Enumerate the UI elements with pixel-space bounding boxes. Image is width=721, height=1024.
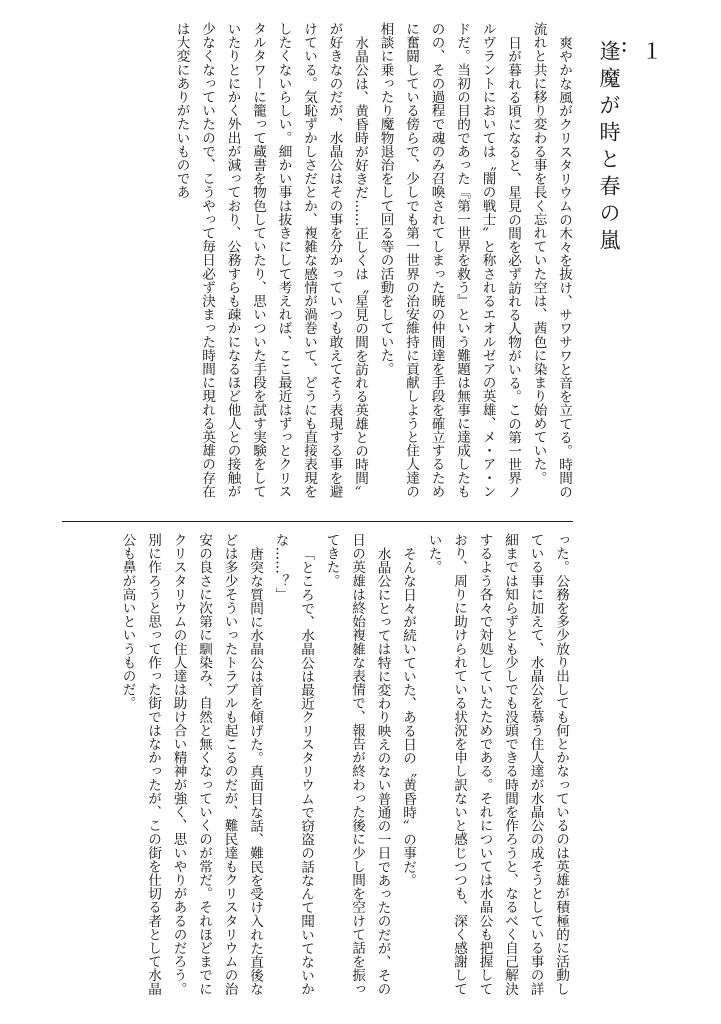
chapter-separator: ‥ [618, 40, 642, 61]
chapter-title: 逢魔が時と春の嵐 [597, 40, 621, 256]
chapter-heading [598, 40, 661, 256]
chapter-number: １ [639, 40, 663, 67]
section-divider [62, 521, 573, 522]
lower-text-block [68, 533, 573, 1008]
paragraph: 爽やかな風がクリスタリウムの木々を抜け、サワサワと音を立てる。時間の流れと共に移り変わる事を長く忘れていた空は、茜色に染まり始めていた。 [530, 22, 572, 498]
paragraph: った。公務を多少放り出しても何とかなっているのは英雄が積極的に活動している事に加えて、水晶公を慕う住人達が水晶公の成そうとしている事の詳細までは知らずとも少しでも没頭できる時間を作ろうと、なるべく自己解決するよう各々で対処していたためである。それについては水晶公も把握しており、周りに助けられている状況を申し訳ないと感じつつも、深く感謝していた。 [425, 533, 569, 996]
paragraph: 水晶公にとっては特に変わり映えのない普通の一日であったのだが、その日の英雄は終始複雑な表情で、報告が終わった後に少し間を空けて話を振ってきた。 [323, 533, 391, 996]
paragraph: そんな日々が続いていた、ある日の〝黄昏時〟の事だ。 [400, 546, 416, 887]
paragraph: 唐突な質問に水晶公は首を傾げた。真面目な話、難民を受け入れた直後などは多少そういったトラブルも起こるのだが、難民達もクリスタリウムの治安の良さに次第に馴染み、自然と無くなっていくのが常だ。それほどまでにクリスタリウムの住人達は助け合い精神が強く、思いやりがあるのだろう。別に作ろうと思って作った街ではなかったが、この街を仕切る者として水晶公も鼻が高いというものだ。 [119, 533, 263, 996]
paragraph: 「ところで、水晶公は最近クリスタリウムで窃盗の話なんて聞いてないかな……？」 [272, 533, 314, 996]
upper-text-block [66, 22, 576, 510]
paragraph: 日が暮れる頃になると、星見の間を必ず訪れる人物がいる。この第一世界ノルヴラントにおいては〝闇の戦士〟と称されるエオルゼアの英雄、メ・ア・ンドだ。当初の目的であった『第一世界を救う』という難題は無事に達成したものの、その過程で魂のみ召喚されてしまった暁の仲間達を手段を確立するために奮闘している傍らで、少しでも第一世界の治安維持に貢献しようと住人達の相談に乗ったり魔物退治をして回る等の活動をしていた。 [377, 22, 521, 498]
paragraph: 水晶公は、黄昏時が好きだ……正しくは〝星見の間を訪れる英雄との時間〟が好きなのだが、水晶公はその事を分かっていつも敢えてそう表現する事を避けている。気恥ずかしさだとか、複雑な感情が渦巻いて、どうにも直接表現をしたくないらしい。細かい事は抜きにして考えれば、ここ最近はずっとクリスタルタワーに籠って蔵書を物色していたり、思いついた手段を試す実験をしていたりとにかく外出が減っており、公務すらも疎かになるほど他人との接触が少なくなっていたので、こうやって毎日必ず決まった時間に現れる英雄の存在は大変にありがたいものであ [173, 22, 368, 498]
